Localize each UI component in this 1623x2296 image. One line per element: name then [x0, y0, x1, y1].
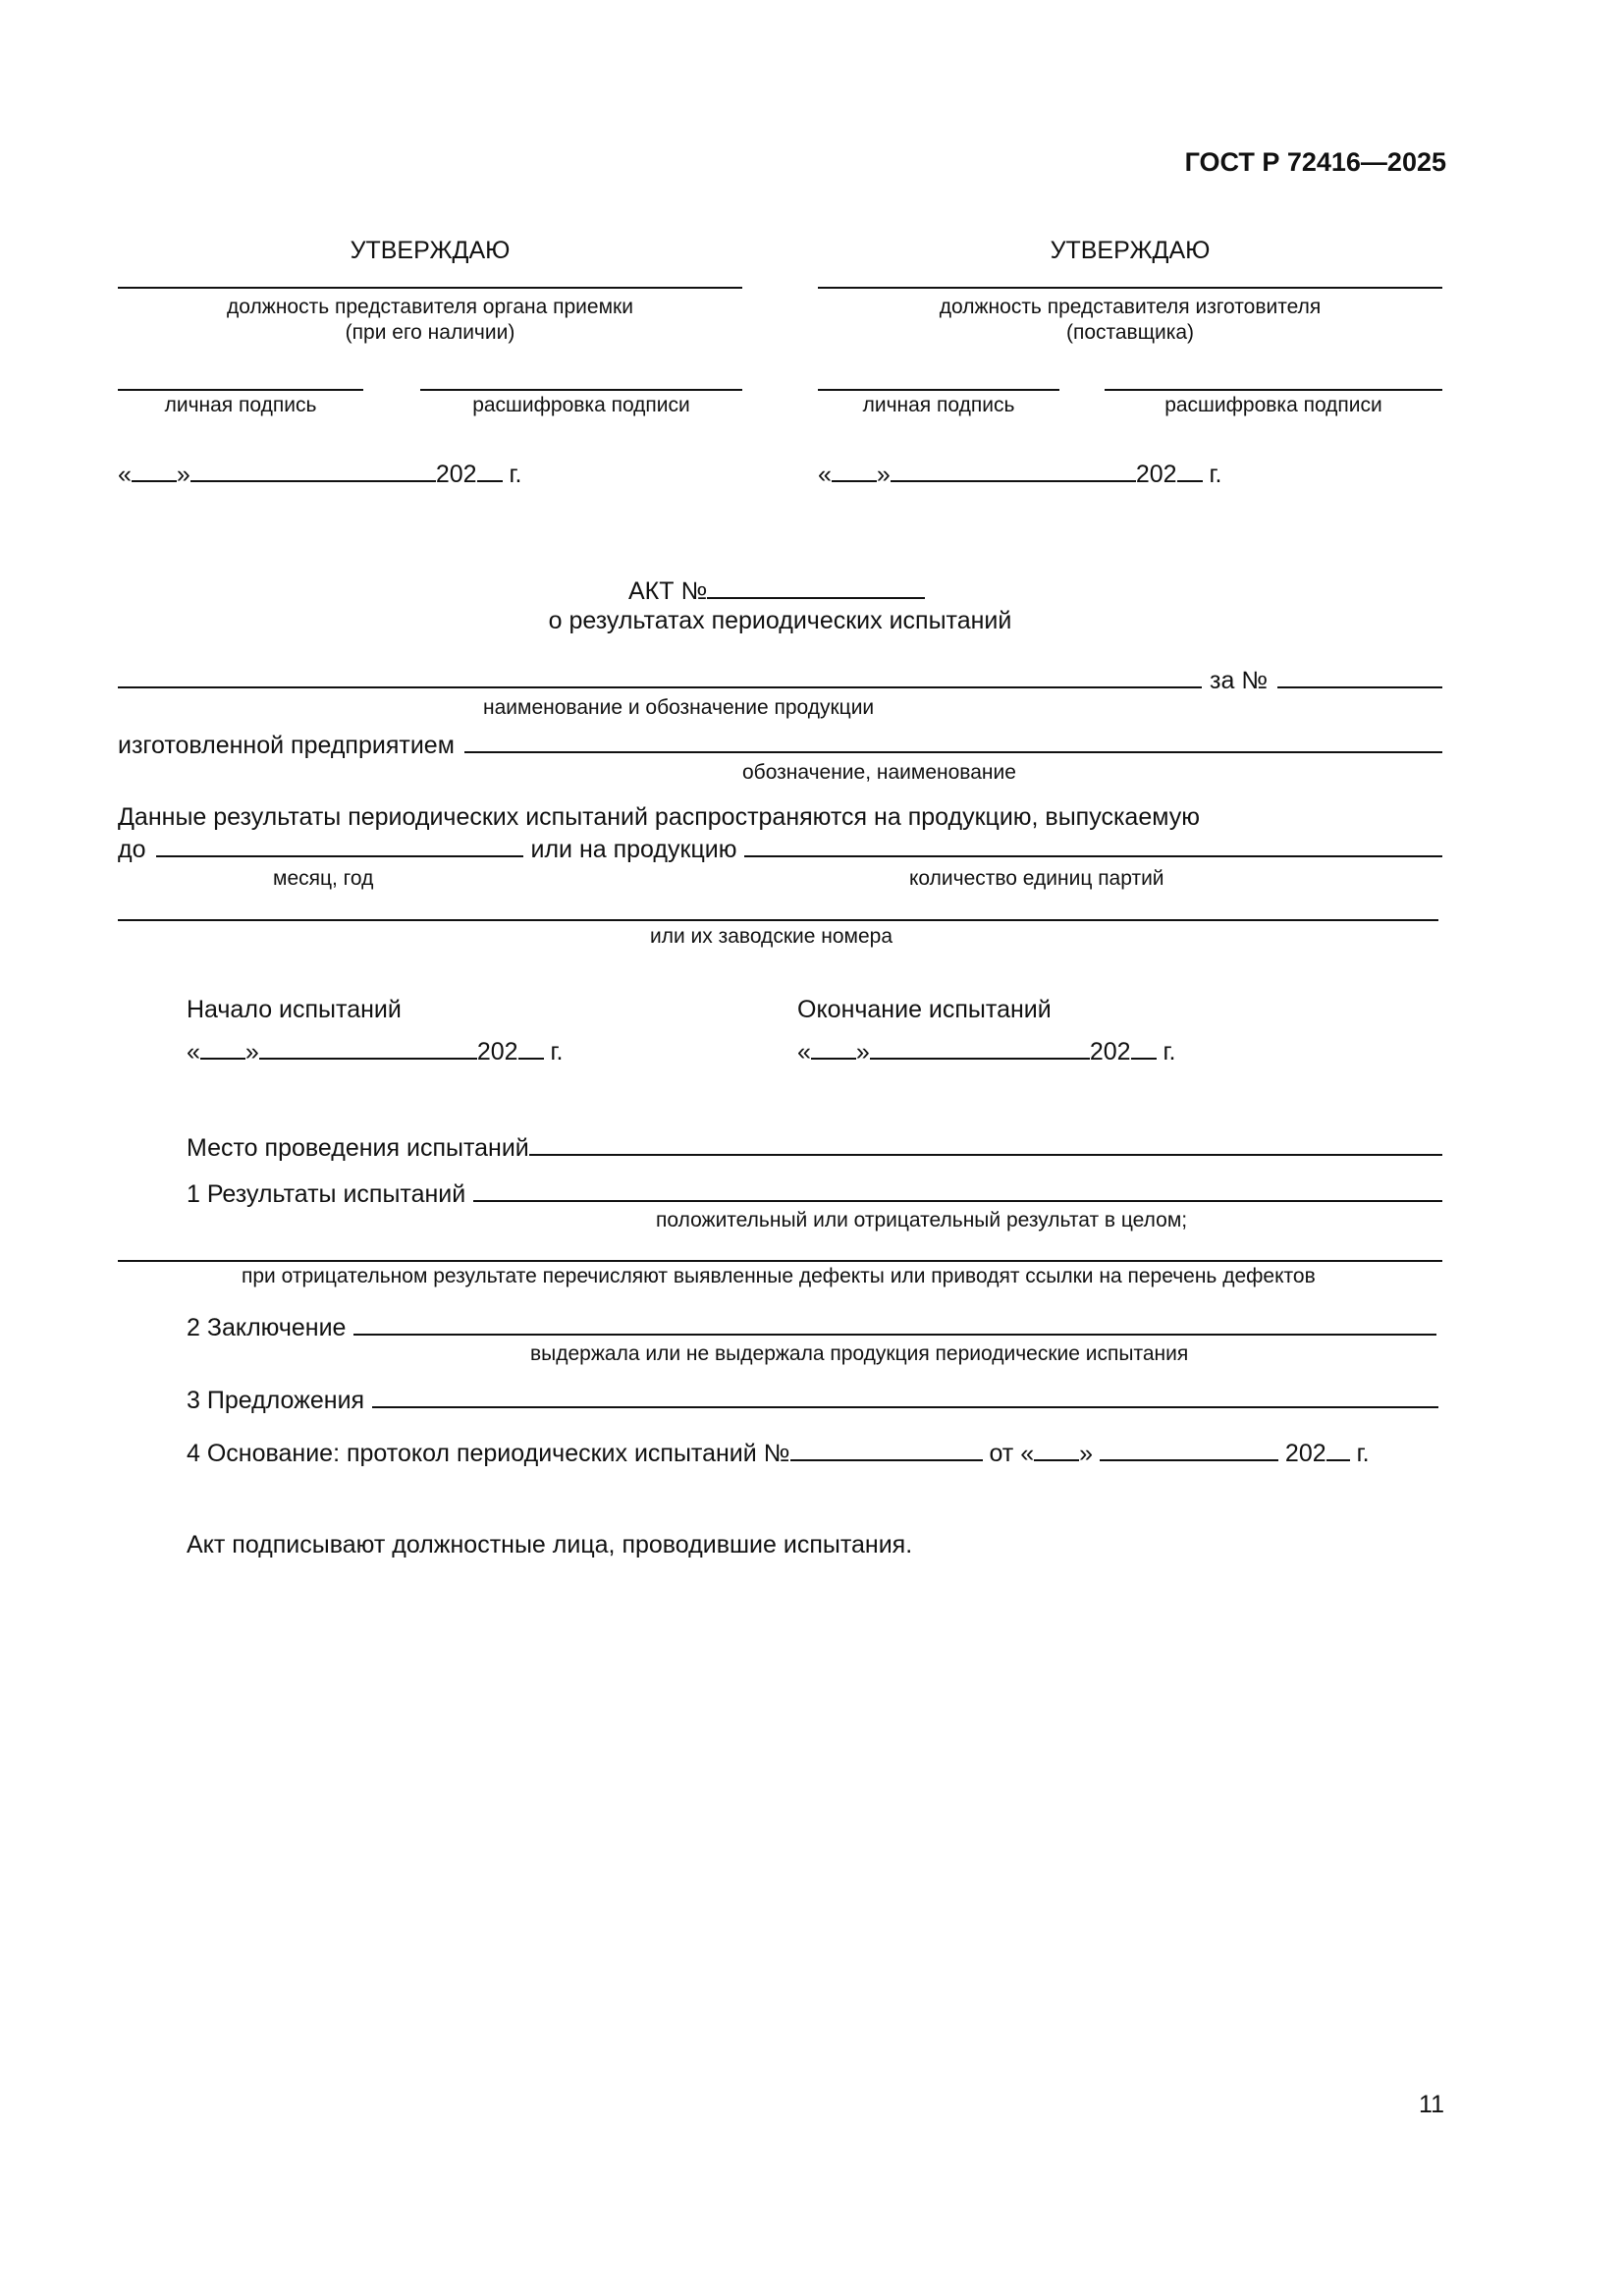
approval-right-signature-line [818, 389, 1059, 391]
act-subtitle: о результатах периодических испытаний [548, 607, 1012, 634]
page-number: 11 [1419, 2091, 1444, 2118]
results-row: 1 Результаты испытаний [187, 1178, 1442, 1209]
conclusion-row: 2 Заключение [187, 1312, 1436, 1342]
batch-caption: количество единиц партий [909, 867, 1164, 890]
defects-line [118, 1260, 1442, 1262]
approval-right-decoding-label: расшифровка подписи [1164, 394, 1382, 416]
tests-end-label: Окончание испытаний [797, 996, 1052, 1023]
approval-right-position-caption-2: (поставщика) [1065, 321, 1195, 344]
tests-end-date: « » 202 г. [797, 1038, 1176, 1066]
approval-right-decoding-line [1105, 389, 1442, 391]
act-title: АКТ № [628, 575, 925, 606]
approval-right-signature-label: личная подпись [862, 394, 1015, 416]
tests-start-date: « » 202 г. [187, 1038, 564, 1066]
approval-right-position-line [818, 287, 1442, 289]
serial-line [118, 919, 1438, 921]
product-row: за № [118, 665, 1442, 695]
footer-note: Акт подписывают должностные лица, проводившие испытания. [187, 1531, 913, 1558]
approval-left-signature-line [118, 389, 363, 391]
approval-left-title: УТВЕРЖДАЮ [350, 237, 511, 264]
manufacturer-row: изготовленной предприятием [118, 730, 1442, 760]
approval-left-date: « » 202 г. [118, 461, 522, 488]
proposals-row: 3 Предложения [187, 1385, 1438, 1415]
tests-start-label: Начало испытаний [187, 996, 402, 1023]
approval-left-signature-label: личная подпись [164, 394, 317, 416]
enterprise-caption: обозначение, наименование [742, 761, 1016, 784]
standard-number: ГОСТ Р 72416—2025 [1184, 147, 1446, 177]
basis-row: 4 Основание: протокол периодических испытаний № от « » 202 г. [187, 1440, 1370, 1467]
conclusion-caption: выдержала или не выдержала продукция периодические испытания [530, 1342, 1189, 1365]
approval-left-position-line [118, 287, 742, 289]
place-row: Место проведения испытаний [187, 1132, 1442, 1163]
approval-left-decoding-label: расшифровка подписи [472, 394, 690, 416]
month-year-caption: месяц, год [273, 867, 374, 890]
serial-caption: или их заводские номера [650, 925, 893, 948]
approval-left-decoding-line [420, 389, 742, 391]
approval-right-date: « » 202 г. [818, 461, 1222, 488]
approval-right-position-caption: должность представителя изготовителя [939, 296, 1322, 318]
results-caption: положительный или отрицательный результат в целом; [656, 1209, 1188, 1231]
until-row: до или на продукцию [118, 834, 1442, 864]
approval-left-position-caption-2: (при его наличии) [345, 321, 515, 344]
approval-left-position-caption: должность представителя органа приемки [227, 296, 633, 318]
approval-right-title: УТВЕРЖДАЮ [1050, 237, 1211, 264]
defects-caption: при отрицательном результате перечисляют выявленные дефекты или приводят ссылки на перечень дефектов [242, 1265, 1316, 1287]
product-caption: наименование и обозначение продукции [483, 696, 875, 719]
extends-text: Данные результаты периодических испытаний распространяются на продукцию, выпускаемую [118, 803, 1200, 831]
